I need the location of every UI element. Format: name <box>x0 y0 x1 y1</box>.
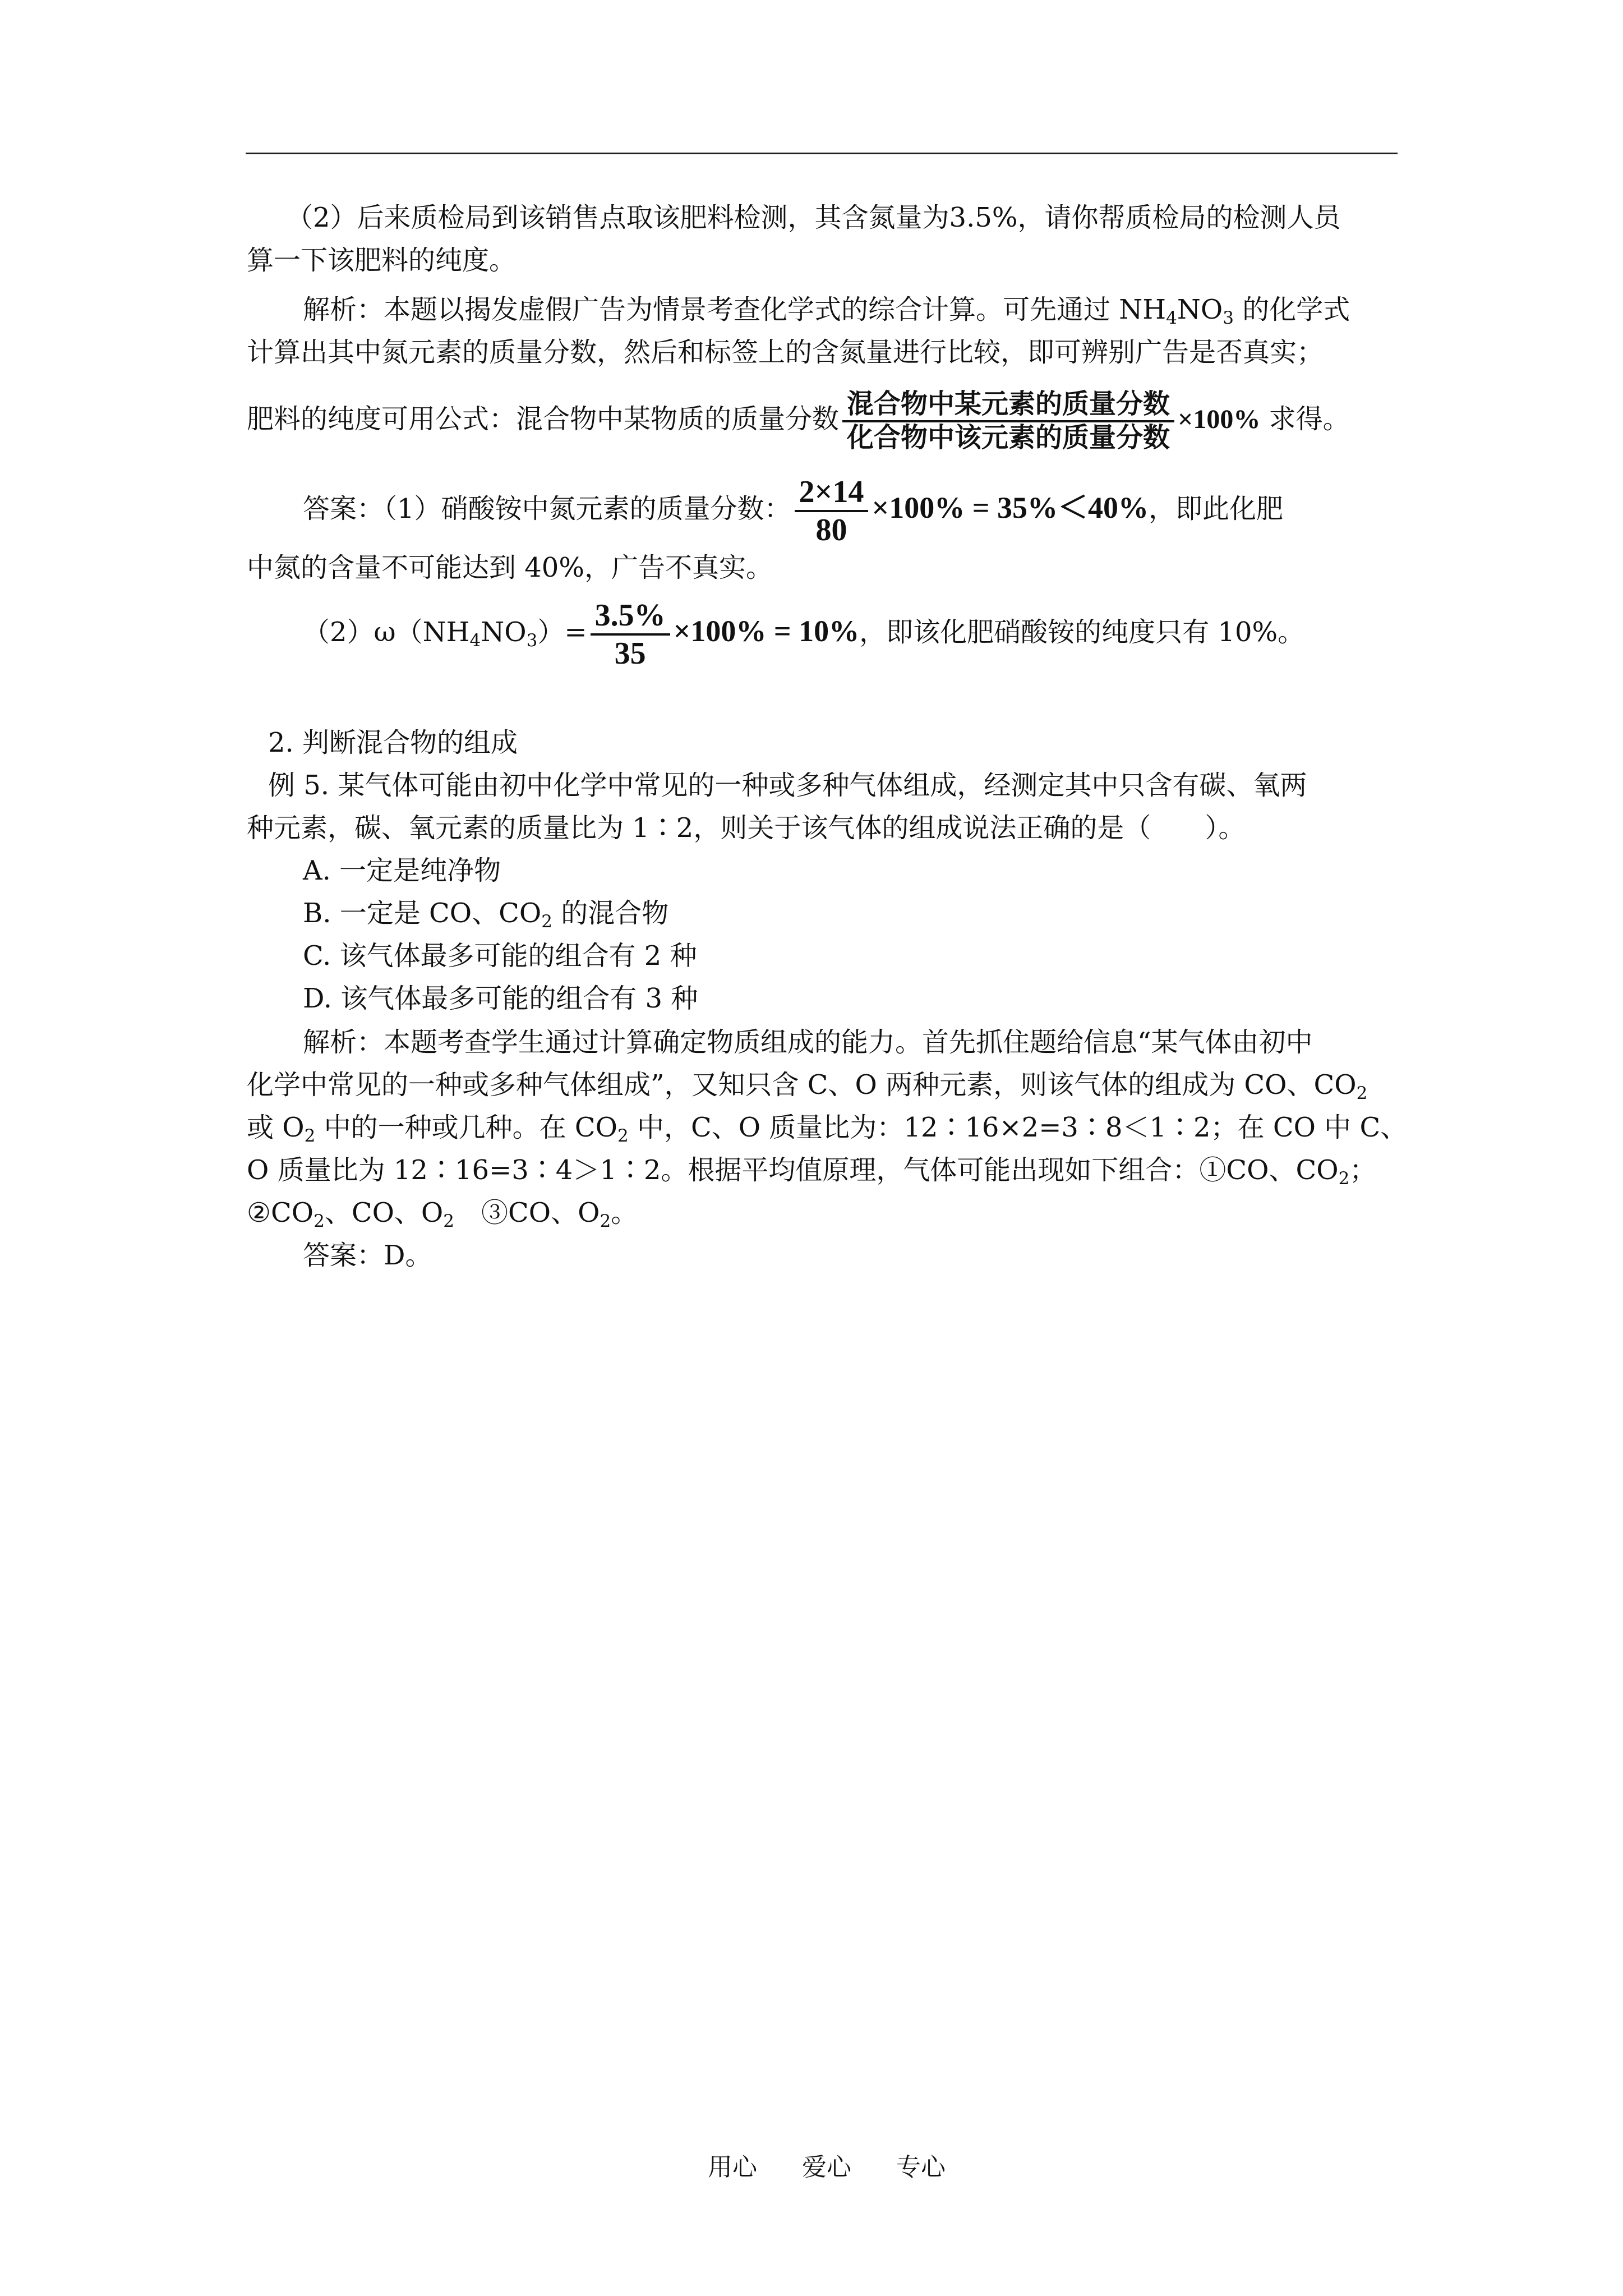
example-5-line-1: 例 5. 某气体可能由初中化学中常见的一种或多种气体组成，经测定其中只含有碳、氧两 <box>268 770 1307 801</box>
question-2-line-2: 算一下该肥料的纯度。 <box>247 245 517 276</box>
question-2-line-1: （2）后来质检局到该销售点取该肥料检测，其含氮量为3.5%，请你帮质检局的检测人员 <box>286 202 1341 233</box>
option-c: C. 该气体最多可能的组合有 2 种 <box>303 940 697 972</box>
answer-1-line-1: 答案：（1）硝酸铵中氮元素的质量分数： $\frac{2\times 14}{80}$ ×100% = 35%＜40%，即此化肥 <box>303 474 1284 547</box>
page-footer <box>708 2152 946 2183</box>
example-5-line-2: 种元素，碳、氧元素的质量比为 1∶2，则关于该气体的组成说法正确的是（ ）。 <box>247 812 1246 844</box>
footer-text-1: 用心 <box>708 2153 757 2182</box>
option-b: B. 一定是 CO、$CO_2$ 的混合物 <box>303 898 669 932</box>
answer-1-line-3: $(2)\omega(NH_4NO_3)=$ $\frac{3.5\%}{35}$ ×100% = 10%，即该化肥硝酸铵的纯度只有 10%。 <box>303 597 1305 671</box>
option-a: A. 一定是纯净物 <box>303 855 501 886</box>
section-2-title: 2. 判断混合物的组成 <box>268 727 518 758</box>
analysis-2-line-2: 化学中常见的一种或多种气体组成”，又知只含 C、O 两种元素，则该气体的组成为 CO、$CO_2$ <box>247 1069 1368 1103</box>
footer-text-3: 专心 <box>896 2153 946 2182</box>
analysis-2-line-1: 解析：本题考查学生通过计算确定物质组成的能力。首先抓住题给信息“某气体由初中 <box>303 1027 1313 1058</box>
analysis-2-line-3: 或 $O_2$ 中的一种或几种。在 $CO_2$ 中，C、O 质量比为：12∶16×2=3∶8＜1∶2；在 CO 中 C、 <box>247 1112 1408 1146</box>
option-d: D. 该气体最多可能的组合有 3 种 <box>303 983 698 1014</box>
purity-fraction: $\frac{3.5\%}{35}$ <box>591 597 670 671</box>
analysis-1-line-1: 解析：本题以揭发虚假广告为情景考查化学式的综合计算。可先通过 $NH_4NO_3$ 的化学式 <box>303 294 1350 328</box>
analysis-1-formula-line: 肥料的纯度可用公式：混合物中某物质的质量分数 $\frac{\text{混合物中某元素的质量分数}}{\text{化合物中该元素的质量分数}}$ ×100% 求得。 <box>247 389 1350 453</box>
answer-1-line-2: 中氮的含量不可能达到 40%，广告不真实。 <box>247 552 773 583</box>
analysis-2-line-4: O 质量比为 12∶16=3∶4＞1∶2。根据平均值原理，气体可能出现如下组合：①CO、$CO_2$； <box>247 1154 1377 1189</box>
analysis-2-line-5: $②CO_2$、CO、$O_2$ ③CO、$O_2$。 <box>247 1197 638 1231</box>
formula-fraction: $\frac{\text{混合物中某元素的质量分数}}{\text{化合物中该元素的质量分数}}$ <box>842 389 1174 454</box>
header-rule <box>246 153 1398 154</box>
analysis-1-line-2: 计算出其中氮元素的质量分数，然后和标签上的含氮量进行比较，即可辨别广告是否真实； <box>247 337 1324 368</box>
footer-text-2: 爱心 <box>802 2153 851 2182</box>
answer-2: 答案：D。 <box>303 1240 432 1271</box>
nitrogen-fraction: $\frac{2\times 14}{80}$ <box>795 474 869 548</box>
